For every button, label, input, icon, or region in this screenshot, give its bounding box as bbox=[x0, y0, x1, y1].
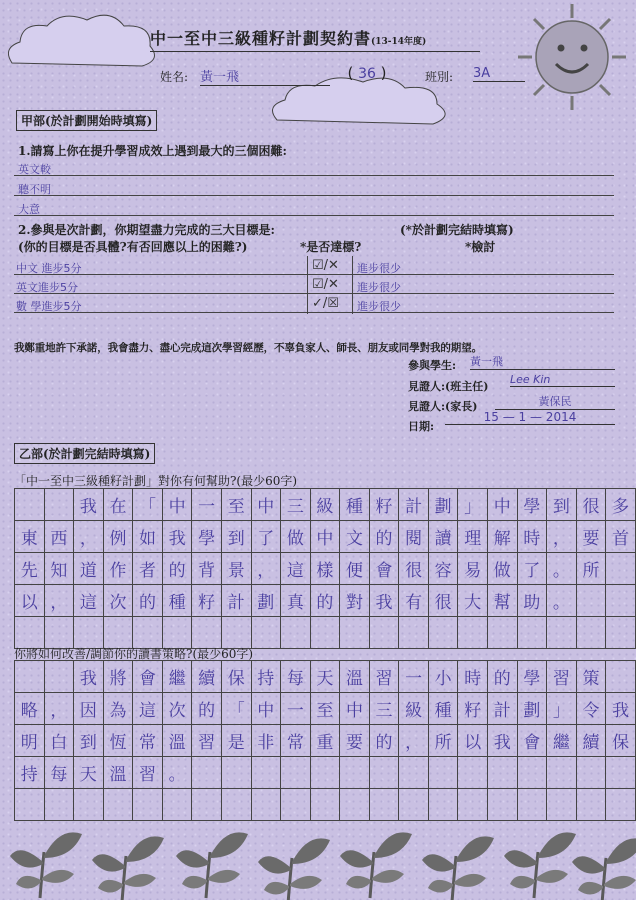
grid1-cell[interactable] bbox=[458, 617, 488, 649]
grid1-cell[interactable] bbox=[251, 617, 281, 649]
grid2-cell[interactable]: 劃 bbox=[517, 693, 547, 725]
grid1-cell[interactable]: 容 bbox=[428, 553, 458, 585]
grid2-row bbox=[15, 693, 636, 725]
grid1-cell[interactable]: 解 bbox=[488, 521, 518, 553]
grid2-cell[interactable]: 種 bbox=[428, 693, 458, 725]
question-2-sub: (你的目標是否具體?有否回應以上的困難?) bbox=[18, 240, 248, 254]
grid2-row bbox=[15, 789, 636, 821]
grid1-cell[interactable]: 會 bbox=[369, 553, 399, 585]
grid2-cell[interactable] bbox=[15, 661, 45, 693]
grid2-cell[interactable]: 」 bbox=[547, 693, 577, 725]
question-2: 2.參與是次計劃，你期望盡力完成的三大目標是: bbox=[18, 223, 275, 237]
grid2-cell[interactable] bbox=[428, 757, 458, 789]
grid2-cell[interactable]: 中 bbox=[340, 693, 370, 725]
grid2-cell[interactable]: 所 bbox=[428, 725, 458, 757]
grid1-cell[interactable]: 例 bbox=[103, 521, 133, 553]
witness-parent-signature[interactable]: 黃保民 bbox=[495, 393, 615, 410]
grid1-row bbox=[15, 553, 636, 585]
grid1-cell[interactable] bbox=[103, 617, 133, 649]
grid1-cell[interactable]: ， bbox=[44, 585, 74, 617]
grid2-cell[interactable]: 以 bbox=[458, 725, 488, 757]
grid1-cell[interactable] bbox=[133, 617, 163, 649]
grid1-cell[interactable] bbox=[162, 617, 192, 649]
grid1-cell[interactable]: 中 bbox=[251, 489, 281, 521]
grid1-cell[interactable]: 籽 bbox=[192, 585, 222, 617]
grid1-cell[interactable]: 種 bbox=[340, 489, 370, 521]
part-b-heading: 乙部(於計劃完結時填寫) bbox=[14, 443, 155, 464]
grid2-cell[interactable] bbox=[192, 789, 222, 821]
grid2-row bbox=[15, 661, 636, 693]
class-label: 班別: bbox=[425, 70, 454, 84]
grid2-cell[interactable]: 次 bbox=[162, 693, 192, 725]
grid2-cell[interactable] bbox=[15, 789, 45, 821]
grid1-cell[interactable]: 知 bbox=[44, 553, 74, 585]
witness-teacher-signature[interactable]: Lee Kin bbox=[510, 373, 615, 387]
grid2-cell[interactable]: 保 bbox=[606, 725, 636, 757]
grid1-cell[interactable]: 道 bbox=[74, 553, 104, 585]
year-tag: (13-14年度) bbox=[371, 37, 427, 47]
grid2-cell[interactable]: 略 bbox=[15, 693, 45, 725]
grid2-cell[interactable] bbox=[340, 757, 370, 789]
grid1-cell[interactable] bbox=[192, 617, 222, 649]
grid1-cell[interactable]: 易 bbox=[458, 553, 488, 585]
grid1-cell[interactable] bbox=[606, 585, 636, 617]
answer-grid-1[interactable] bbox=[14, 488, 636, 649]
leaf-sprout-icon bbox=[0, 822, 636, 900]
class-number-value: 36 bbox=[358, 66, 376, 82]
grid1-cell[interactable]: 級 bbox=[310, 489, 340, 521]
grid2-cell[interactable] bbox=[251, 757, 281, 789]
grid1-cell[interactable]: 到 bbox=[221, 521, 251, 553]
grid1-cell[interactable]: 。 bbox=[547, 553, 577, 585]
grid2-cell[interactable]: 常 bbox=[281, 725, 311, 757]
grid2-cell[interactable]: 恆 bbox=[103, 725, 133, 757]
grid1-cell[interactable]: 一 bbox=[192, 489, 222, 521]
grid2-cell[interactable] bbox=[44, 661, 74, 693]
grid2-cell[interactable]: ， bbox=[44, 693, 74, 725]
grid1-cell[interactable]: 助 bbox=[517, 585, 547, 617]
grid1-cell[interactable] bbox=[44, 617, 74, 649]
grid2-cell[interactable] bbox=[399, 789, 429, 821]
grid2-cell[interactable]: 續 bbox=[192, 661, 222, 693]
grid1-cell[interactable]: 多 bbox=[606, 489, 636, 521]
grid2-cell[interactable]: 習 bbox=[547, 661, 577, 693]
grid2-cell[interactable]: 級 bbox=[399, 693, 429, 725]
grid2-row bbox=[15, 725, 636, 757]
grid2-cell[interactable]: 溫 bbox=[340, 661, 370, 693]
grid1-cell[interactable] bbox=[310, 617, 340, 649]
grid2-cell[interactable] bbox=[281, 757, 311, 789]
goal-line bbox=[14, 274, 614, 275]
grid1-cell[interactable]: 很 bbox=[428, 585, 458, 617]
grid2-cell[interactable]: 至 bbox=[310, 693, 340, 725]
difficulty-2[interactable]: 聽不明 bbox=[18, 183, 51, 196]
name-label: 姓名: bbox=[160, 70, 189, 84]
goal-divider bbox=[352, 256, 353, 314]
grid2-cell[interactable]: 非 bbox=[251, 725, 281, 757]
grid2-cell[interactable] bbox=[44, 789, 74, 821]
grid2-cell[interactable]: 令 bbox=[576, 693, 606, 725]
grid1-cell[interactable] bbox=[15, 617, 45, 649]
title-text: 中一至中三級種籽計劃契約書 bbox=[150, 29, 372, 48]
grid1-cell[interactable]: 到 bbox=[547, 489, 577, 521]
grid1-cell[interactable]: 理 bbox=[458, 521, 488, 553]
question-1: 1.請寫上你在提升學習成效上遇到最大的三個困難: bbox=[18, 144, 287, 158]
grid2-cell[interactable]: ， bbox=[399, 725, 429, 757]
grid2-cell[interactable] bbox=[576, 789, 606, 821]
date-label: 日期: bbox=[408, 420, 435, 433]
grid2-cell[interactable]: 持 bbox=[15, 757, 45, 789]
grid1-cell[interactable] bbox=[488, 617, 518, 649]
grid2-cell[interactable]: 我 bbox=[74, 661, 104, 693]
grid1-cell[interactable]: 很 bbox=[576, 489, 606, 521]
grid2-cell[interactable]: 為 bbox=[103, 693, 133, 725]
student-label: 參與學生: bbox=[408, 359, 457, 372]
answer-line bbox=[14, 195, 614, 196]
grid1-cell[interactable] bbox=[369, 617, 399, 649]
grid1-cell[interactable]: 我 bbox=[369, 585, 399, 617]
grid1-cell[interactable]: 時 bbox=[517, 521, 547, 553]
grid2-cell[interactable]: 常 bbox=[133, 725, 163, 757]
grid2-cell[interactable]: 重 bbox=[310, 725, 340, 757]
student-signature[interactable]: 黃一飛 bbox=[470, 353, 615, 370]
smiling-sun-icon bbox=[512, 2, 632, 112]
grid1-cell[interactable] bbox=[576, 617, 606, 649]
grid2-cell[interactable]: 天 bbox=[310, 661, 340, 693]
grid1-cell[interactable]: 有 bbox=[399, 585, 429, 617]
grid2-cell[interactable]: 的 bbox=[192, 693, 222, 725]
grid2-cell[interactable] bbox=[221, 789, 251, 821]
grid2-cell[interactable]: 習 bbox=[133, 757, 163, 789]
grid2-cell[interactable] bbox=[369, 789, 399, 821]
grid1-cell[interactable]: 西 bbox=[44, 521, 74, 553]
grid2-cell[interactable] bbox=[428, 789, 458, 821]
grid1-cell[interactable]: 。 bbox=[547, 585, 577, 617]
grid1-cell[interactable]: 背 bbox=[192, 553, 222, 585]
grid2-cell[interactable] bbox=[162, 789, 192, 821]
grid2-cell[interactable] bbox=[192, 757, 222, 789]
grid2-cell[interactable] bbox=[547, 757, 577, 789]
goal-line bbox=[14, 293, 614, 294]
grid2-cell[interactable]: 習 bbox=[192, 725, 222, 757]
grid2-cell[interactable]: 白 bbox=[44, 725, 74, 757]
grid2-cell[interactable]: 明 bbox=[15, 725, 45, 757]
grid1-row bbox=[15, 489, 636, 521]
grid2-cell[interactable]: 保 bbox=[221, 661, 251, 693]
grid1-cell[interactable]: 中 bbox=[162, 489, 192, 521]
witness-parent-label: 見證人:(家長) bbox=[408, 400, 478, 413]
grid2-cell[interactable] bbox=[606, 661, 636, 693]
grid1-cell[interactable]: 做 bbox=[281, 521, 311, 553]
grid1-row bbox=[15, 585, 636, 617]
grid1-cell[interactable]: 東 bbox=[15, 521, 45, 553]
grid2-cell[interactable]: 要 bbox=[340, 725, 370, 757]
grid2-cell[interactable]: 。 bbox=[162, 757, 192, 789]
part-b-question-1: 「中一至中三級種籽計劃」對你有何幫助?(最少60字) bbox=[14, 474, 298, 488]
grid1-cell[interactable]: 便 bbox=[340, 553, 370, 585]
grid1-cell[interactable]: 劃 bbox=[428, 489, 458, 521]
grid2-cell[interactable] bbox=[310, 757, 340, 789]
grid1-cell[interactable]: 三 bbox=[281, 489, 311, 521]
grid1-cell[interactable]: 學 bbox=[192, 521, 222, 553]
grid1-cell[interactable]: 真 bbox=[281, 585, 311, 617]
grid2-cell[interactable] bbox=[458, 789, 488, 821]
goal-2-reached-checkbox[interactable]: ☑/✕ bbox=[312, 277, 339, 292]
part-a-heading: 甲部(於計劃開始時填寫) bbox=[16, 110, 157, 131]
grid1-cell[interactable]: 」 bbox=[458, 489, 488, 521]
grid1-cell[interactable]: 讀 bbox=[428, 521, 458, 553]
grid2-cell[interactable] bbox=[517, 789, 547, 821]
grid1-cell[interactable]: 者 bbox=[133, 553, 163, 585]
part-b-question-2: 你將如何改善/調節你的讀書策略?(最少60字) bbox=[14, 647, 254, 661]
grid1-cell[interactable]: 做 bbox=[488, 553, 518, 585]
grid1-cell[interactable]: 次 bbox=[103, 585, 133, 617]
grid1-cell[interactable] bbox=[606, 553, 636, 585]
answer-line bbox=[14, 215, 614, 216]
grid2-cell[interactable]: 學 bbox=[517, 661, 547, 693]
grid2-cell[interactable]: 我 bbox=[606, 693, 636, 725]
grid2-cell[interactable]: 會 bbox=[517, 725, 547, 757]
grid1-cell[interactable]: 學 bbox=[517, 489, 547, 521]
grid2-cell[interactable] bbox=[103, 789, 133, 821]
goal-3-reached-checkbox[interactable]: ✓/☒ bbox=[312, 296, 339, 311]
grid2-row bbox=[15, 757, 636, 789]
grid2-cell[interactable]: 時 bbox=[458, 661, 488, 693]
grid2-cell[interactable]: 小 bbox=[428, 661, 458, 693]
grid2-cell[interactable]: 的 bbox=[488, 661, 518, 693]
grid2-cell[interactable] bbox=[399, 757, 429, 789]
grid1-cell[interactable]: 閱 bbox=[399, 521, 429, 553]
goal-3-review[interactable]: 進步很少 bbox=[357, 300, 401, 313]
grid2-cell[interactable]: 一 bbox=[399, 661, 429, 693]
grid1-cell[interactable]: 的 bbox=[369, 521, 399, 553]
grid1-cell[interactable]: 了 bbox=[251, 521, 281, 553]
grid2-cell[interactable] bbox=[221, 757, 251, 789]
grid2-cell[interactable]: 計 bbox=[488, 693, 518, 725]
grid2-cell[interactable]: 的 bbox=[369, 725, 399, 757]
grid2-cell[interactable] bbox=[606, 757, 636, 789]
class-number-field[interactable]: ( 36 ) bbox=[347, 64, 387, 82]
grid2-cell[interactable]: 這 bbox=[133, 693, 163, 725]
grid2-cell[interactable]: 一 bbox=[281, 693, 311, 725]
grid1-cell[interactable] bbox=[340, 617, 370, 649]
grid1-row bbox=[15, 617, 636, 649]
grid1-cell[interactable]: 以 bbox=[15, 585, 45, 617]
grid1-cell[interactable]: 的 bbox=[162, 553, 192, 585]
grid2-cell[interactable]: 續 bbox=[576, 725, 606, 757]
grid1-cell[interactable] bbox=[281, 617, 311, 649]
grid1-cell[interactable] bbox=[221, 617, 251, 649]
grid1-cell[interactable]: 我 bbox=[162, 521, 192, 553]
grid1-cell[interactable]: 中 bbox=[488, 489, 518, 521]
grid1-cell[interactable]: 的 bbox=[133, 585, 163, 617]
grid1-cell[interactable]: 「 bbox=[133, 489, 163, 521]
goal-3[interactable]: 數 學進步5分 bbox=[16, 300, 82, 313]
witness-teacher-label: 見證人:(班主任) bbox=[408, 380, 489, 393]
grid2-cell[interactable]: 習 bbox=[369, 661, 399, 693]
grid2-cell[interactable] bbox=[517, 757, 547, 789]
grid2-cell[interactable] bbox=[251, 789, 281, 821]
grid2-cell[interactable]: 每 bbox=[281, 661, 311, 693]
grid2-cell[interactable]: 將 bbox=[103, 661, 133, 693]
grid2-cell[interactable] bbox=[369, 757, 399, 789]
answer-line bbox=[14, 175, 614, 176]
grid1-cell[interactable]: 我 bbox=[74, 489, 104, 521]
grid1-row bbox=[15, 521, 636, 553]
grid2-cell[interactable]: 天 bbox=[74, 757, 104, 789]
grid1-cell[interactable]: 如 bbox=[133, 521, 163, 553]
grid2-cell[interactable] bbox=[310, 789, 340, 821]
grid2-cell[interactable]: 「 bbox=[221, 693, 251, 725]
grid2-cell[interactable] bbox=[547, 789, 577, 821]
grid2-cell[interactable]: 中 bbox=[251, 693, 281, 725]
grid1-cell[interactable]: 種 bbox=[162, 585, 192, 617]
goal-line bbox=[14, 312, 614, 313]
question-2-note: (*於計劃完結時填寫) bbox=[400, 223, 514, 237]
reached-label: *是否達標? bbox=[300, 240, 362, 254]
grid1-cell[interactable]: 文 bbox=[340, 521, 370, 553]
grid2-cell[interactable]: 我 bbox=[488, 725, 518, 757]
grid1-cell[interactable]: 所 bbox=[576, 553, 606, 585]
promise-text: 我鄭重地許下承諾，我會盡力、盡心完成這次學習經歷，不辜負家人、師長、朋友或同學對我的期望。 bbox=[14, 342, 482, 354]
goal-2-review[interactable]: 進步很少 bbox=[357, 281, 401, 294]
grid1-cell[interactable]: 了 bbox=[517, 553, 547, 585]
grid2-cell[interactable]: 持 bbox=[251, 661, 281, 693]
grid1-cell[interactable]: 的 bbox=[310, 585, 340, 617]
goal-1[interactable]: 中文 進步5分 bbox=[16, 262, 82, 275]
grid2-cell[interactable]: 會 bbox=[133, 661, 163, 693]
grid1-cell[interactable]: 計 bbox=[399, 489, 429, 521]
page-title bbox=[150, 26, 480, 52]
grid2-cell[interactable] bbox=[74, 789, 104, 821]
grid2-cell[interactable] bbox=[488, 789, 518, 821]
goal-1-reached-checkbox[interactable]: ☑/✕ bbox=[312, 258, 339, 273]
grid1-cell[interactable] bbox=[44, 489, 74, 521]
grid2-cell[interactable]: 三 bbox=[369, 693, 399, 725]
review-label: *檢討 bbox=[465, 240, 496, 254]
grid1-cell[interactable]: 至 bbox=[221, 489, 251, 521]
goal-1-review[interactable]: 進步很少 bbox=[357, 262, 401, 275]
grid1-cell[interactable] bbox=[399, 617, 429, 649]
grid1-cell[interactable]: 籽 bbox=[369, 489, 399, 521]
goal-2[interactable]: 英文進步5分 bbox=[16, 281, 78, 294]
grid1-cell[interactable]: ， bbox=[547, 521, 577, 553]
date-field[interactable]: 15 — 1 — 2014 bbox=[445, 410, 615, 425]
grid1-cell[interactable]: 作 bbox=[103, 553, 133, 585]
name-field[interactable]: 黃一飛 bbox=[200, 66, 330, 86]
grid2-cell[interactable] bbox=[576, 757, 606, 789]
grid2-cell[interactable]: 是 bbox=[221, 725, 251, 757]
grid2-cell[interactable] bbox=[340, 789, 370, 821]
grid1-cell[interactable]: 樣 bbox=[310, 553, 340, 585]
grid1-cell[interactable]: ， bbox=[74, 521, 104, 553]
grid1-cell[interactable]: 要 bbox=[576, 521, 606, 553]
grid1-cell[interactable]: ， bbox=[251, 553, 281, 585]
grid1-cell[interactable] bbox=[74, 617, 104, 649]
grid1-cell[interactable]: 劃 bbox=[251, 585, 281, 617]
grid2-cell[interactable]: 溫 bbox=[162, 725, 192, 757]
difficulty-3[interactable]: 大意 bbox=[18, 203, 40, 216]
grid1-cell[interactable] bbox=[576, 585, 606, 617]
grid2-cell[interactable]: 繼 bbox=[547, 725, 577, 757]
grid2-cell[interactable] bbox=[133, 789, 163, 821]
grid1-cell[interactable] bbox=[15, 489, 45, 521]
grid1-cell[interactable]: 中 bbox=[310, 521, 340, 553]
grid2-cell[interactable] bbox=[458, 757, 488, 789]
grid1-cell[interactable]: 先 bbox=[15, 553, 45, 585]
grid1-cell[interactable]: 大 bbox=[458, 585, 488, 617]
grid1-cell[interactable]: 幫 bbox=[488, 585, 518, 617]
grid1-cell[interactable] bbox=[517, 617, 547, 649]
grid1-cell[interactable]: 景 bbox=[221, 553, 251, 585]
grid2-cell[interactable]: 籽 bbox=[458, 693, 488, 725]
class-field[interactable]: 3A bbox=[473, 66, 525, 82]
grid1-cell[interactable]: 對 bbox=[340, 585, 370, 617]
grid1-cell[interactable] bbox=[428, 617, 458, 649]
grid2-cell[interactable]: 繼 bbox=[162, 661, 192, 693]
grid2-cell[interactable]: 因 bbox=[74, 693, 104, 725]
grid2-cell[interactable] bbox=[281, 789, 311, 821]
grid2-cell[interactable]: 每 bbox=[44, 757, 74, 789]
cloud-icon bbox=[2, 8, 162, 78]
grid1-cell[interactable]: 首 bbox=[606, 521, 636, 553]
grid2-cell[interactable] bbox=[606, 789, 636, 821]
grid1-cell[interactable]: 很 bbox=[399, 553, 429, 585]
grid2-cell[interactable] bbox=[488, 757, 518, 789]
grid1-cell[interactable]: 這 bbox=[74, 585, 104, 617]
grid2-cell[interactable]: 到 bbox=[74, 725, 104, 757]
answer-grid-2[interactable] bbox=[14, 660, 636, 821]
grid1-cell[interactable] bbox=[547, 617, 577, 649]
grid1-cell[interactable]: 在 bbox=[103, 489, 133, 521]
grid1-cell[interactable] bbox=[606, 617, 636, 649]
difficulty-1[interactable]: 英文較 bbox=[18, 163, 51, 176]
grid2-cell[interactable]: 策 bbox=[576, 661, 606, 693]
goal-divider bbox=[307, 256, 308, 314]
grid1-cell[interactable]: 計 bbox=[221, 585, 251, 617]
grid1-cell[interactable]: 這 bbox=[281, 553, 311, 585]
grid2-cell[interactable]: 溫 bbox=[103, 757, 133, 789]
